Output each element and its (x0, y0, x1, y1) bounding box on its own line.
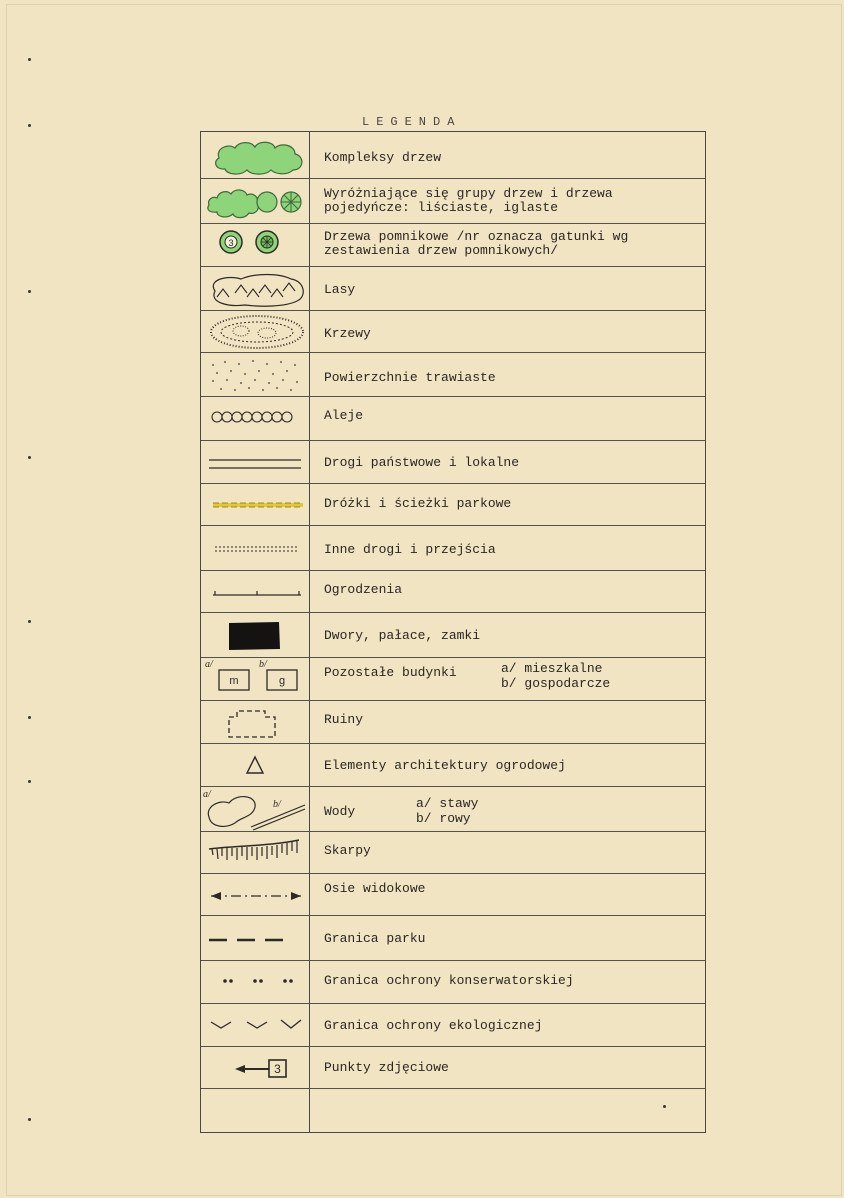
row-label: Inne drogi i przejścia (324, 542, 496, 557)
row-label: Powierzchnie trawiaste (324, 370, 496, 385)
photo-point-icon (201, 1047, 309, 1088)
conservation-boundary-icon (201, 961, 309, 1003)
margin-dot (28, 58, 31, 61)
legend-row-forest (201, 267, 705, 311)
row-label: Wody (324, 804, 356, 819)
margin-dot (28, 1118, 31, 1121)
monument-tree-numeral: 3 (228, 238, 234, 248)
ruins-icon (201, 701, 309, 743)
legend-row-waters (201, 787, 705, 832)
sub-label-a: a/ stawy (416, 796, 479, 811)
legend-row-paths (201, 484, 705, 526)
legend-title: LEGENDA (362, 115, 462, 129)
legend-row-alleys (201, 397, 705, 441)
row-label-line2: zestawienia drzew pomnikowych/ (324, 243, 559, 258)
row-label: Lasy (324, 282, 356, 297)
park-boundary-icon (201, 916, 309, 960)
photo-point-numeral: 3 (274, 1062, 281, 1076)
legend-row-roads (201, 441, 705, 484)
margin-dot (28, 620, 31, 623)
fence-icon (201, 571, 309, 612)
legend-row-grass (201, 353, 705, 397)
box-b-letter: g (278, 675, 286, 687)
roads-icon (201, 441, 309, 483)
paths-icon (201, 484, 309, 525)
escarpment-icon (201, 832, 309, 873)
shrubs-icon (201, 311, 309, 352)
legend-row-view-axis (201, 874, 705, 916)
row-label: Skarpy (324, 843, 371, 858)
row-label: Pozostałe budynki (324, 665, 457, 680)
legend-row-park-boundary (201, 916, 705, 961)
legend-row-fence (201, 571, 705, 613)
row-label: Granica parku (324, 931, 426, 946)
sub-label-b: b/ rowy (416, 811, 471, 826)
legend-row-garden-architecture (201, 744, 705, 787)
buildings-icon (201, 658, 309, 700)
row-label-line2: pojedyńcze: liściaste, iglaste (324, 200, 559, 215)
row-label-line1: Drzewa pomnikowe /nr oznacza gatunki wg (324, 229, 629, 244)
row-label: Punkty zdjęciowe (324, 1060, 449, 1075)
legend-row-monument-tree (201, 224, 705, 267)
box-a-letter: m (229, 675, 239, 687)
forest-icon (201, 267, 309, 310)
margin-dot (28, 456, 31, 459)
legend-row-other-roads (201, 526, 705, 571)
other-roads-icon (201, 526, 309, 570)
sub-label-b: b/ gospodarcze (501, 676, 611, 691)
speck (663, 1105, 666, 1108)
legend-row-buildings (201, 658, 705, 701)
margin-dot (28, 716, 31, 719)
row-label: Ruiny (324, 712, 364, 727)
view-axis-icon (201, 874, 309, 915)
margin-dot (28, 780, 31, 783)
margin-dot (28, 290, 31, 293)
ecological-boundary-icon (201, 1004, 309, 1046)
row-label: Kompleksy drzew (324, 150, 442, 165)
grass-icon (201, 353, 309, 396)
row-label-line1: Wyróżniające się grupy drzew i drzewa (324, 186, 613, 201)
row-label: Drogi państwowe i lokalne (324, 455, 520, 470)
tree-group-icon (201, 179, 309, 223)
tree-complex-icon (201, 132, 309, 178)
legend-row-tree-group (201, 179, 705, 224)
legend-table (200, 131, 706, 1133)
row-label: Dwory, pałace, zamki (324, 628, 481, 643)
alleys-icon (201, 397, 309, 440)
mark-b: b/ (273, 799, 281, 810)
mark-b: b/ (259, 659, 267, 670)
manor-icon (201, 613, 309, 657)
row-label: Dróżki i ścieżki parkowe (324, 496, 512, 511)
row-label: Ogrodzenia (324, 582, 403, 597)
row-label: Krzewy (324, 326, 371, 341)
legend-row-escarpment (201, 832, 705, 874)
mark-a: a/ (205, 659, 213, 670)
triangle-icon (201, 744, 309, 786)
row-label: Granica ochrony konserwatorskiej (324, 973, 574, 988)
waters-icon (201, 787, 309, 831)
legend-row-conservation-boundary (201, 961, 705, 1004)
row-label: Elementy architektury ogrodowej (324, 758, 566, 773)
sub-label-a: a/ mieszkalne (501, 661, 603, 676)
legend-row-manor (201, 613, 705, 658)
legend-row-ruins (201, 701, 705, 744)
legend-row-shrubs (201, 311, 705, 353)
row-label: Granica ochrony ekologicznej (324, 1018, 543, 1033)
margin-dot (28, 124, 31, 127)
legend-row-ecological-boundary (201, 1004, 705, 1047)
mark-a: a/ (203, 789, 211, 800)
legend-row-empty (201, 1089, 705, 1132)
monument-tree-icon (201, 224, 309, 266)
legend-row-photo-points (201, 1047, 705, 1089)
legend-row-tree-complex (201, 132, 705, 179)
row-label: Osie widokowe (324, 881, 426, 896)
row-label: Aleje (324, 408, 364, 423)
